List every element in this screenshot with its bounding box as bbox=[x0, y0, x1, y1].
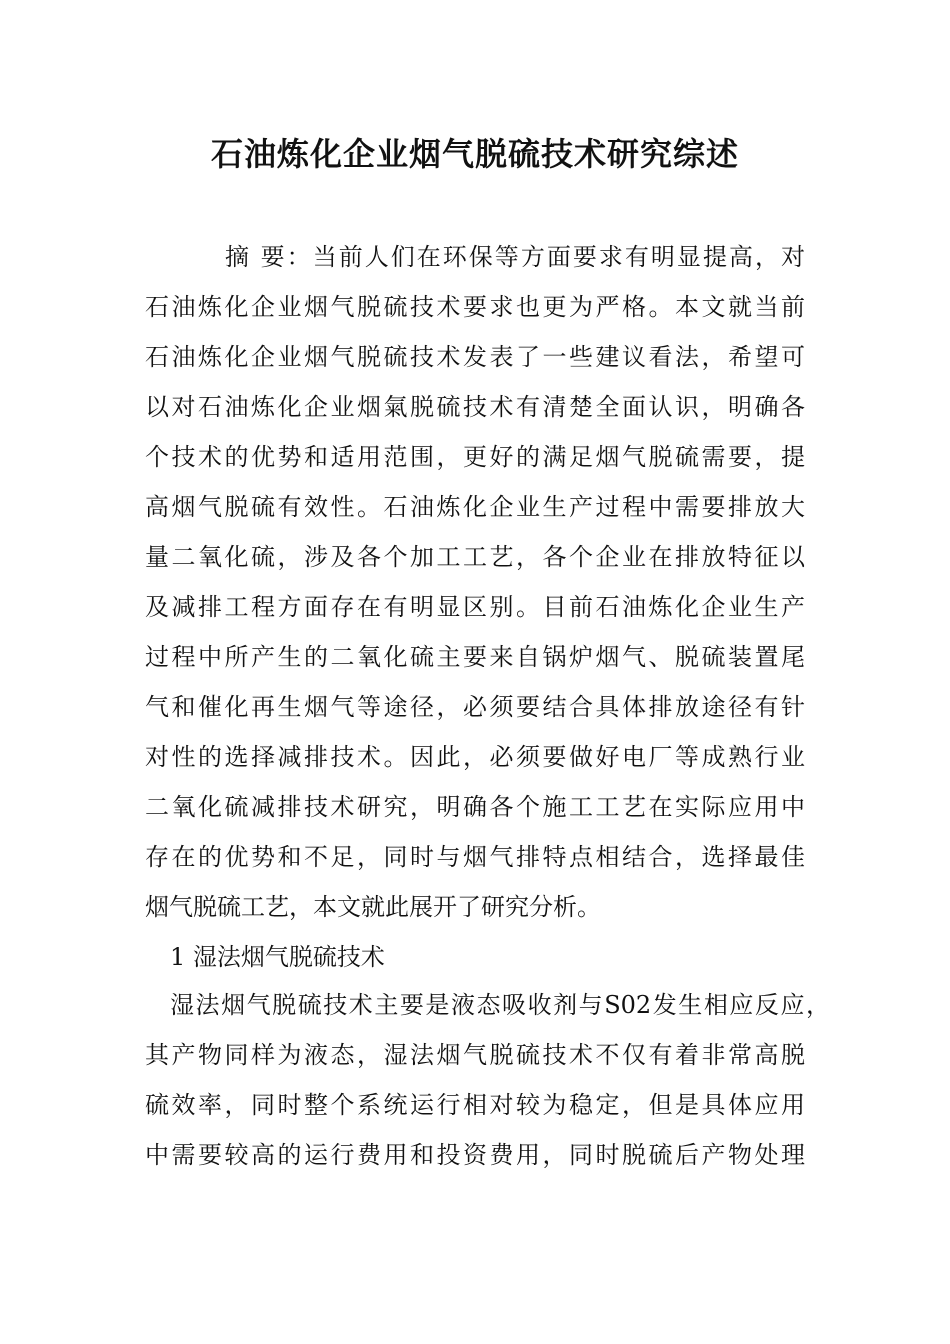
abstract-line: 二氧化硫减排技术研究，明确各个施工工艺在实际应用中 bbox=[145, 793, 805, 821]
body-line: 其产物同样为液态，湿法烟气脱硫技术不仅有着非常高脱 bbox=[145, 1041, 805, 1069]
document-title: 石油炼化企业烟气脱硫技术研究综述 bbox=[210, 135, 739, 173]
abstract-line: 过程中所产生的二氧化硫主要来自锅炉烟气、脱硫装置尾 bbox=[145, 643, 805, 671]
abstract-line: 个技术的优势和适用范围，更好的满足烟气脱硫需要，提 bbox=[145, 443, 805, 471]
abstract-line: 及减排工程方面存在有明显区别。目前石油炼化企业生产 bbox=[145, 593, 805, 621]
abstract-line: 以对石油炼化企业烟氣脱硫技术有清楚全面认识，明确各 bbox=[145, 393, 805, 421]
abstract-line: 高烟气脱硫有效性。石油炼化企业生产过程中需要排放大 bbox=[145, 493, 805, 521]
abstract-line: 石油炼化企业烟气脱硫技术发表了一些建议看法，希望可 bbox=[145, 343, 805, 371]
abstract-line: 气和催化再生烟气等途径，必须要结合具体排放途径有针 bbox=[145, 693, 805, 721]
abstract-line: 烟气脱硫工艺，本文就此展开了研究分析。 bbox=[145, 893, 601, 921]
abstract-line: 对性的选择减排技术。因此，必须要做好电厂等成熟行业 bbox=[145, 743, 805, 771]
abstract-line: 存在的优势和不足，同时与烟气排特点相结合，选择最佳 bbox=[145, 843, 805, 871]
section-heading: 1 湿法烟气脱硫技术 bbox=[170, 943, 385, 971]
body-line: 湿法烟气脱硫技术主要是液态吸收剂与S02发生相应反应， bbox=[170, 991, 830, 1019]
body-line: 中需要较高的运行费用和投资费用，同时脱硫后产物处理 bbox=[145, 1141, 805, 1169]
abstract-line: 摘 要：当前人们在环保等方面要求有明显提高，对 bbox=[225, 243, 805, 271]
abstract-line: 石油炼化企业烟气脱硫技术要求也更为严格。本文就当前 bbox=[145, 293, 805, 321]
abstract-line: 量二氧化硫，涉及各个加工工艺，各个企业在排放特征以 bbox=[145, 543, 805, 571]
body-line: 硫效率，同时整个系统运行相对较为稳定，但是具体应用 bbox=[145, 1091, 805, 1119]
